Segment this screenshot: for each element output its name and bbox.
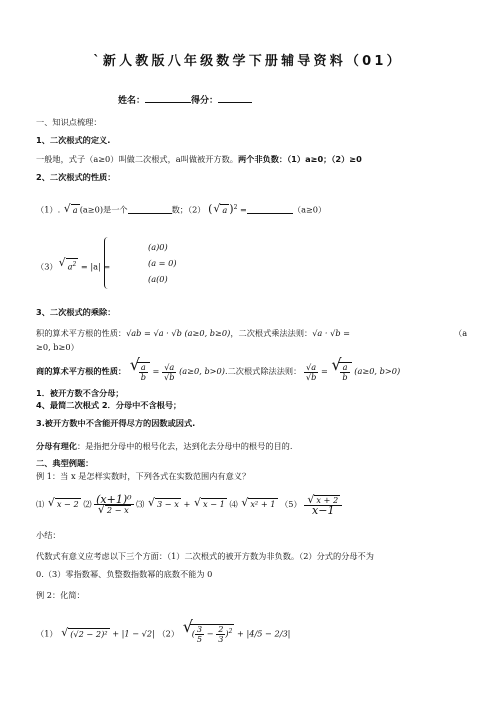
blank-2[interactable] [247,204,293,214]
property-3: （3） √ $a^2 = |a|$ = [36,256,111,272]
simplest-rule-1: 1．被开方数不含分母； [36,388,124,398]
rationalize-text: 分母有理化：是指把分母中的根号化去，达到化去分母中的根号的目的. [36,441,293,451]
multiplication-rule: 积的算术平方根的性质：√ab = √a · √b (a≥0, b≥0)，二次根式乘法法则：√a · √b = [36,328,351,338]
score-field[interactable] [218,102,252,103]
case-2: (a = 0) [148,258,177,268]
example-2-prompt: 例 2：化简： [36,590,85,600]
section-2-heading: 二、典型例题： [36,458,94,468]
division-rule: 商的算术平方根的性质： √ $\frac{a}{b}$ = $\frac{√a}{√b}$ (a≥0, b>0).二次根式除法法则： $\frac{√a}{√b}$ = √ $\frac{a}{b}$ (a≥0, b>0) [36,355,401,382]
section-1-heading: 一、知识点梳理： [36,117,102,127]
name-field[interactable] [145,102,191,103]
blank-1[interactable] [128,204,172,214]
property-1-2: （1）. √ a (a≥0)是一个 数；（2） ( √ a )$^2$ = （a≥0） [36,201,327,216]
summary-text-2: 0.（3）零指数幂、负整数指数幂的底数不能为 0 [36,569,213,579]
summary-text-1: 代数式有意义应考虑以下三个方面：（1）二次根式的被开方数为非负数。（2）分式的分母不为 [36,551,374,561]
name-label: 姓名： [118,96,146,106]
document-page: `新人教版八年级数学下册辅导资料（01） 姓名： 得分： 一、知识点梳理： 1、二次根式的定义. 一般地，式子（a≥0）叫做二次根式，a叫做被开方数。两个非负数：（1）a≥0；（2）≥0 2、二次根式的性质： （1）. √ a (a≥0)是一个 数；（2） ( √ a )$^2$ = （a≥0） （3） √ $a^2 = |a|$ = (a)0) (a = 0) (a(0) 3、二次根式的乘除： 积的算术平方根的性质：√ab = √a · √b (a≥0, b≥0)，二次根式乘法法则：√a · √b = （a ≥0, b≥0） 商的算术平方根的性质： √ $\frac{a}{b}$ = $\frac{√a}{√b}$ (a≥0, b>0).二次根式除法法则： $\frac{√a}{√b}$ = √ $\frac{a}{b}$ (a≥0, b>0) 1．被开方数不含分母； 4、最简二次根式 2．分母中不含根号； 3.被开方数中不含能开得尽方的因数或因式. 分母有理化：是指把分母中的根号化去，达到化去分母中的根号的目的. 二、典型例题： 例 1：当 x 是怎样实数时，下列各式在实数范围内有意义？ ⑴ √ x − 2 ⑵ (x+1)⁰ √ 2 − x ⑶ √ 3 − x + √ x − 1 ⑷ √ x² + 1 （5） √ x + 2 x−1 小结： 代数式有意义应考虑以下三个方面：（1）二次根式的被开方数为非负数。（2）分式的分母不为 0.（3）零指数幂、负整数指数幂的底数不能为 0 例 2：化简： （1） √ (√2 − 2)² + |1 − √2| （2） √ ( $\frac{3}{5}$ − $\frac{2}{3}$ )$^2$ + |4/5 − 2/3| [0,0,496,702]
properties-heading: 2、二次根式的性质： [36,172,116,182]
mul-div-heading: 3、二次根式的乘除： [36,307,116,317]
example-1-items: ⑴ √ x − 2 ⑵ (x+1)⁰ √ 2 − x ⑶ √ 3 − x + √ x − 1 ⑷ √ x² + 1 （5） √ x + 2 x−1 [36,495,342,515]
example-1-prompt: 例 1：当 x 是怎样实数时，下列各式在实数范围内有意义？ [36,471,251,481]
simplest-rule-3: 3.被开方数中不含能开得尽方的因数或因式. [36,418,196,428]
definition-text: 一般地，式子（a≥0）叫做二次根式，a叫做被开方数。两个非负数：（1）a≥0；（2）≥0 [36,154,362,164]
name-score-row [118,96,252,107]
cases-brace [104,237,115,289]
case-3: (a(0) [148,274,168,284]
example-2-items: （1） √ (√2 − 2)² + |1 − √2| （2） √ ( $\frac{3}{5}$ − $\frac{2}{3}$ )$^2$ + |4/5 − 2/3| [36,617,291,644]
score-label: 得分： [191,96,219,106]
sqrt-a: √ a [63,201,78,215]
case-1: (a)0) [148,242,168,252]
definition-heading: 1、二次根式的定义. [36,135,111,145]
multiplication-condition: ≥0, b≥0） [36,342,79,352]
simplest-rule-2: 4、最简二次根式 2．分母中不含根号； [36,400,182,410]
document-title: `新人教版八年级数学下册辅导资料（01） [93,54,403,69]
summary-label: 小结： [36,530,61,540]
